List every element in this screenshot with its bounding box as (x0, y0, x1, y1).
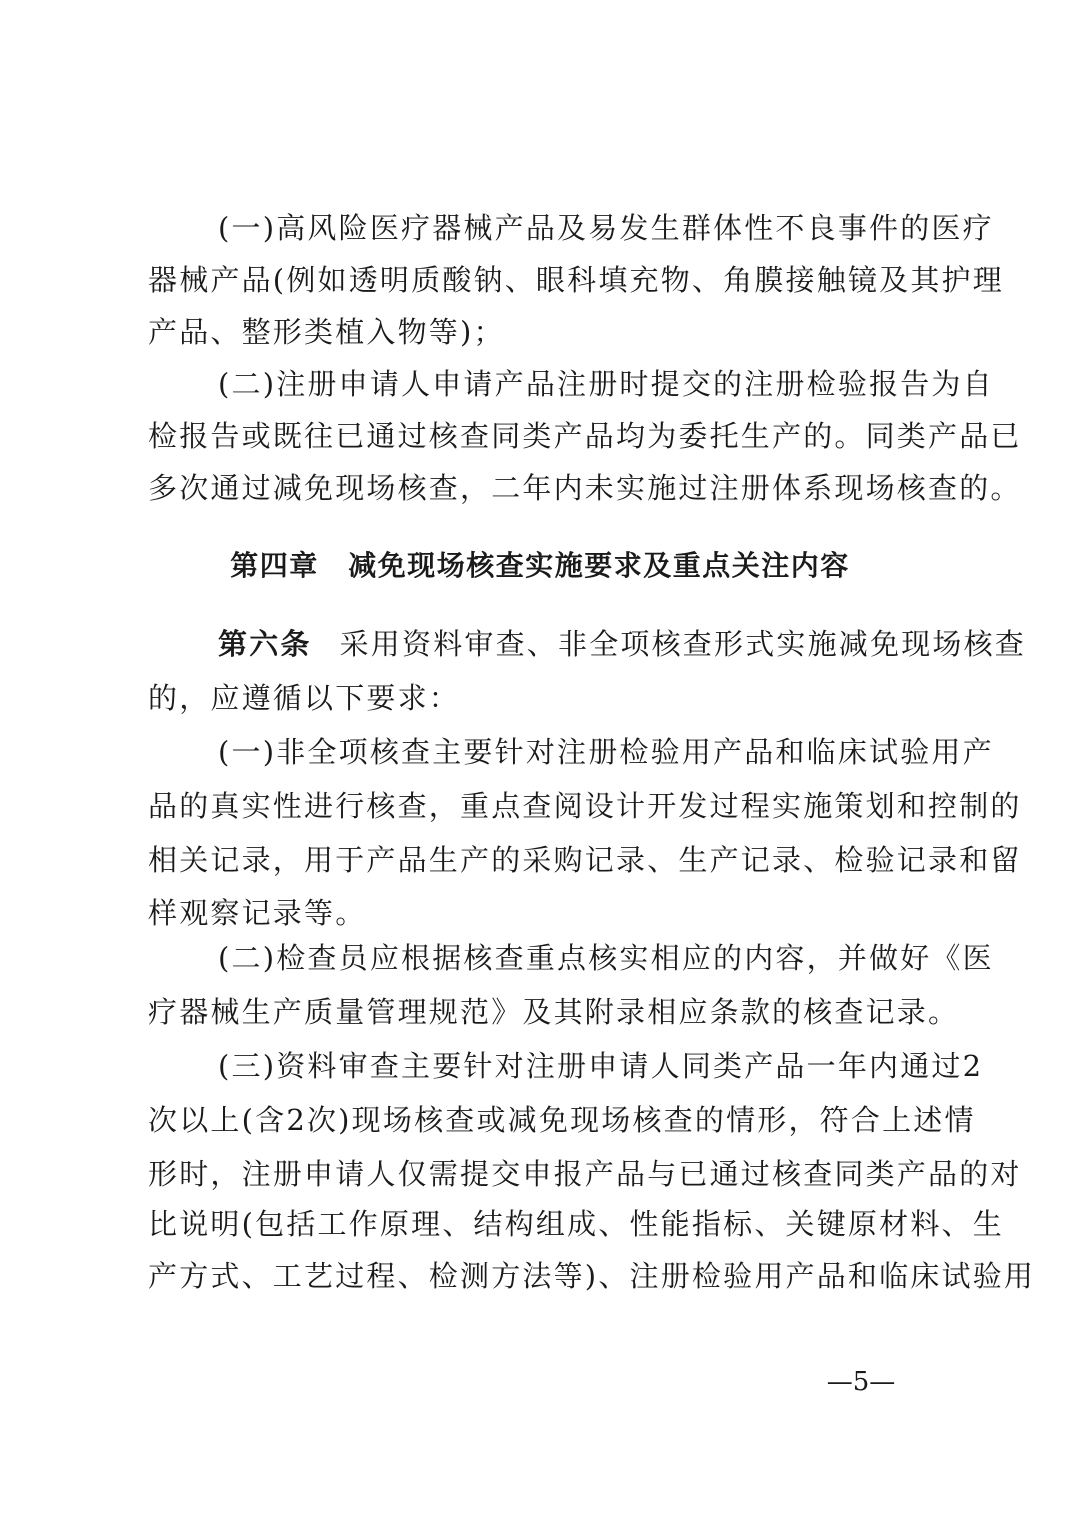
article-6-line-1-text: 采用资料审查、非全项核查形式实施减免现场核查 (339, 627, 1027, 661)
item-1-line-3: 相关记录，用于产品生产的采购记录、生产记录、检验记录和留 (148, 843, 1022, 877)
paragraph-1-line-3: 产品、整形类植入物等)； (148, 315, 505, 349)
item-2-line-1: (二)检查员应根据核查重点核实相应的内容，并做好《医 (218, 941, 994, 975)
item-3-line-4: 比说明(包括工作原理、结构组成、性能指标、关键原材料、生 (148, 1207, 1004, 1241)
item-3-line-3: 形时，注册申请人仅需提交申报产品与已通过核查同类产品的对 (148, 1157, 1022, 1191)
item-2-line-2: 疗器械生产质量管理规范》及其附录相应条款的核查记录。 (148, 995, 960, 1029)
article-6-label: 第六条 (218, 627, 312, 661)
paragraph-2-line-2: 检报告或既往已通过核查同类产品均为委托生产的。同类产品已 (148, 419, 1022, 453)
item-3-line-1: (三)资料审查主要针对注册申请人同类产品一年内通过2 (218, 1049, 984, 1083)
item-3-line-5: 产方式、工艺过程、检测方法等)、注册检验用产品和临床试验用 (148, 1259, 1036, 1293)
item-1-line-4: 样观察记录等。 (148, 896, 367, 930)
item-1-line-1: (一)非全项核查主要针对注册检验用产品和临床试验用产 (218, 735, 994, 769)
article-6-line-2: 的，应遵循以下要求： (148, 681, 461, 715)
paragraph-1-line-2: 器械产品(例如透明质酸钠、眼科填充物、角膜接触镜及其护理 (148, 263, 1004, 297)
paragraph-2-line-1: (二)注册申请人申请产品注册时提交的注册检验报告为自 (218, 367, 994, 401)
article-6-line-1 (218, 624, 1027, 664)
page-number: —5— (826, 1367, 896, 1397)
chapter-heading: 第四章 减免现场核查实施要求及重点关注内容 (230, 549, 850, 582)
item-3-line-2: 次以上(含2次)现场核查或减免现场核查的情形，符合上述情 (148, 1103, 976, 1137)
paragraph-1-line-1: (一)高风险医疗器械产品及易发生群体性不良事件的医疗 (218, 211, 994, 245)
paragraph-2-line-3: 多次通过减免现场核查，二年内未实施过注册体系现场核查的。 (148, 471, 1022, 505)
item-1-line-2: 品的真实性进行核查，重点查阅设计开发过程实施策划和控制的 (148, 789, 1022, 823)
